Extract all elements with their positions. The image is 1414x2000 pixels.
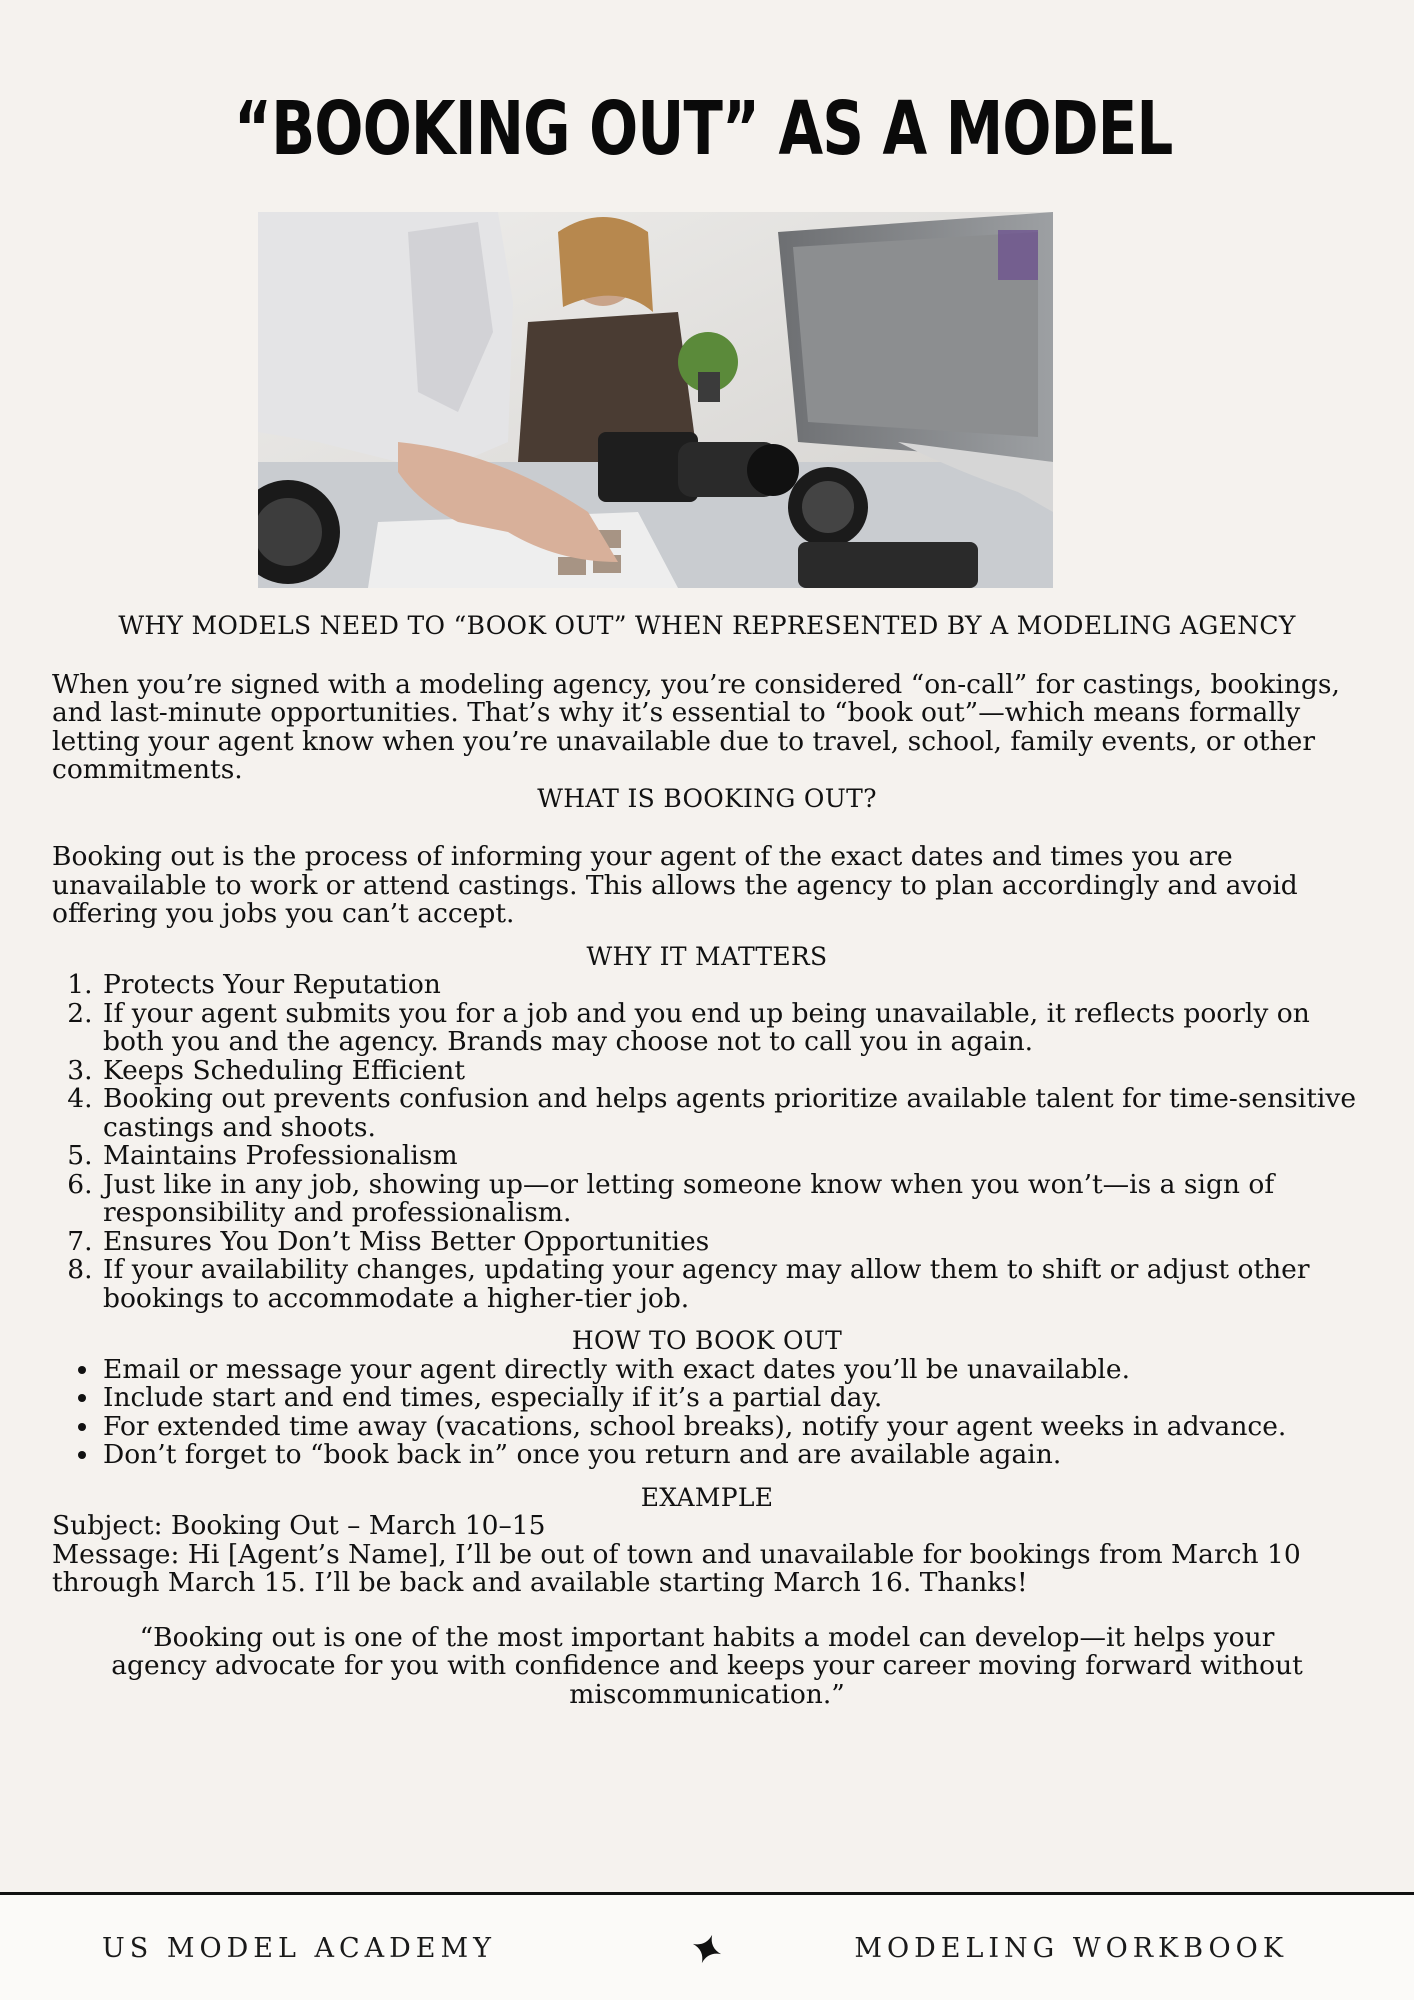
example-subject: Subject: Booking Out – March 10–15	[52, 1510, 546, 1541]
how-list	[52, 1353, 1362, 1470]
list-item: 7. Ensures You Don’t Miss Better Opportunities	[101, 1228, 1362, 1257]
footer-workbook-label: MODELING WORKBOOK	[854, 1933, 1288, 1964]
sparkle-star-icon	[690, 1932, 724, 1966]
list-item: • Include start and end times, especially if it’s a partial day.	[101, 1384, 1362, 1413]
list-item: 8. If your availability changes, updating your agency may allow them to shift or adjust other bookings to accommodate a higher-tier job.	[101, 1256, 1362, 1313]
photo-desk-camera-icon	[258, 212, 1053, 588]
intro-heading: WHY MODELS NEED TO “BOOK OUT” WHEN REPRESENTED BY A MODELING AGENCY	[118, 611, 1296, 640]
closing-quote: “Booking out is one of the most important habits a model can develop—it helps your agency advocate for you with confidence and keeps your career moving forward without miscommunication.”	[111, 1621, 1303, 1710]
what-heading: WHAT IS BOOKING OUT?	[537, 783, 877, 813]
list-item: 5. Maintains Professionalism	[101, 1142, 1362, 1171]
footer-brand: US MODEL ACADEMY	[102, 1933, 496, 1964]
how-heading: HOW TO BOOK OUT	[571, 1326, 843, 1355]
why-heading: WHY IT MATTERS	[586, 941, 828, 971]
list-item: 2. If your agent submits you for a job and you end up being unavailable, it reflects poorly on both you and the agency. Brands may choose not to call you in again.	[101, 1000, 1362, 1057]
list-item: 1. Protects Your Reputation	[101, 971, 1362, 1000]
list-item: 3. Keeps Scheduling Efficient	[101, 1057, 1362, 1086]
header-photo	[258, 212, 1053, 588]
list-item: • Don’t forget to “book back in” once you return and are available again.	[101, 1441, 1362, 1470]
page-title: “BOOKING OUT” AS A MODEL	[234, 86, 1173, 172]
example-message: Message: Hi [Agent’s Name], I’ll be out of town and unavailable for bookings from March 10 through March 15. I’ll be back and available starting March 16. Thanks!	[52, 1538, 1301, 1598]
intro-paragraph: When you’re signed with a modeling agency, you’re considered “on-call” for castings, bookings, and last-minute opportunities. That’s why it’s essential to “book out”—which means formally letting your agent know when you’re unavailable due to travel, school, family events, or other commitments.	[52, 668, 1340, 785]
example-heading: EXAMPLE	[640, 1482, 774, 1512]
list-item: • For extended time away (vacations, school breaks), notify your agent weeks in advance.	[101, 1413, 1362, 1442]
list-item: 4. Booking out prevents confusion and helps agents prioritize available talent for time-sensitive castings and shoots.	[101, 1085, 1362, 1142]
article-body	[52, 612, 1362, 1709]
list-item: • Email or message your agent directly with exact dates you’ll be unavailable.	[101, 1356, 1362, 1385]
list-item: 6. Just like in any job, showing up—or letting someone know when you won’t—is a sign of responsibility and professionalism.	[101, 1171, 1362, 1228]
why-list	[52, 971, 1362, 1313]
what-paragraph: Booking out is the process of informing your agent of the exact dates and times you are unavailable to work or attend castings. This allows the agency to plan accordingly and avoid offering you jobs you can’t accept.	[52, 841, 1298, 929]
